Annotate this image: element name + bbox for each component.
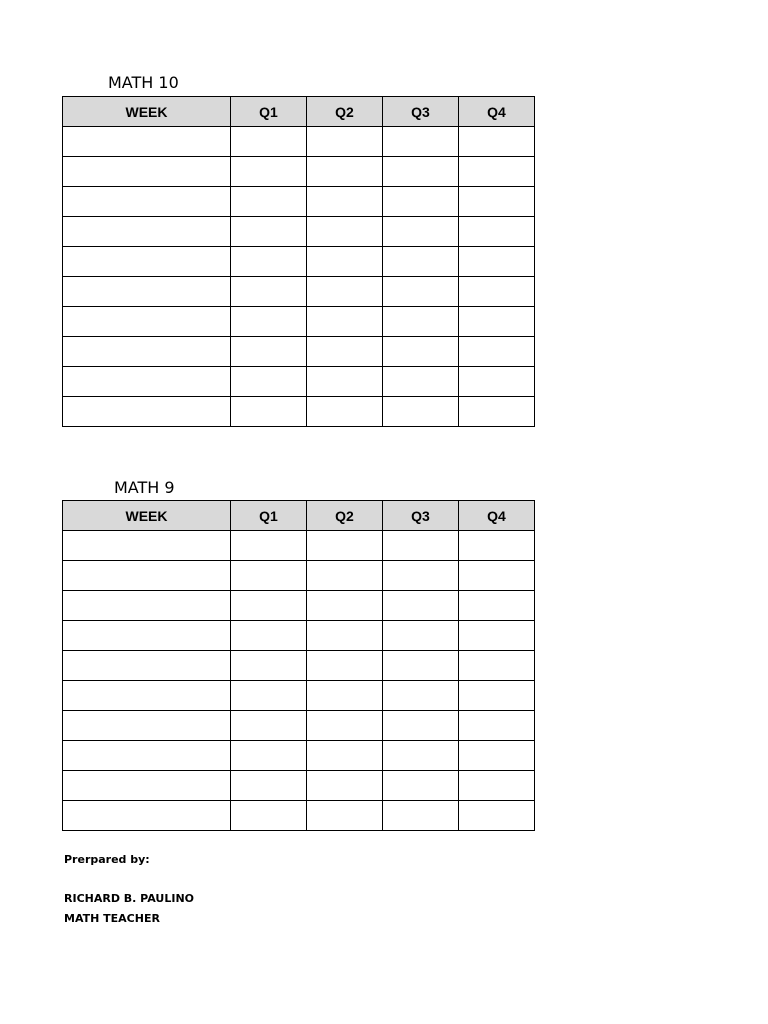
quarter-cell [307,217,383,247]
table-row [63,247,535,277]
section-title-math-9: MATH 9 [114,478,175,497]
week-cell [63,621,231,651]
table-row [63,561,535,591]
quarter-cell [307,561,383,591]
week-cell [63,157,231,187]
week-cell [63,771,231,801]
quarter-cell [307,187,383,217]
quarter-cell [383,651,459,681]
header-q4: Q4 [459,97,535,127]
quarter-cell [231,217,307,247]
quarter-cell [383,771,459,801]
quarter-cell [459,157,535,187]
header-q4: Q4 [459,501,535,531]
week-cell [63,247,231,277]
prepared-by-label: Prerpared by: [64,853,150,866]
teacher-name: RICHARD B. PAULINO [64,892,194,905]
math-9-table [62,500,535,831]
table-row [63,591,535,621]
week-cell [63,801,231,831]
quarter-cell [231,337,307,367]
quarter-cell [307,277,383,307]
week-cell [63,651,231,681]
quarter-cell [459,621,535,651]
quarter-cell [459,561,535,591]
week-cell [63,531,231,561]
week-cell [63,397,231,427]
quarter-cell [231,681,307,711]
quarter-cell [383,337,459,367]
quarter-cell [459,277,535,307]
quarter-cell [307,531,383,561]
header-q3: Q3 [383,97,459,127]
quarter-cell [231,741,307,771]
table-header-row [63,501,535,531]
header-week: WEEK [63,501,231,531]
table-row [63,651,535,681]
quarter-cell [383,621,459,651]
quarter-cell [383,561,459,591]
quarter-cell [383,681,459,711]
quarter-cell [383,127,459,157]
quarter-cell [459,247,535,277]
quarter-cell [307,621,383,651]
quarter-cell [383,801,459,831]
quarter-cell [459,681,535,711]
header-q2: Q2 [307,501,383,531]
table-row [63,217,535,247]
week-cell [63,741,231,771]
quarter-cell [231,307,307,337]
quarter-cell [231,531,307,561]
header-q2: Q2 [307,97,383,127]
table-row [63,531,535,561]
quarter-cell [383,741,459,771]
quarter-cell [231,621,307,651]
quarter-cell [231,561,307,591]
quarter-cell [307,591,383,621]
section-title-math-10: MATH 10 [108,73,179,92]
week-cell [63,187,231,217]
header-q1: Q1 [231,501,307,531]
quarter-cell [459,771,535,801]
quarter-cell [307,127,383,157]
table-row [63,711,535,741]
header-q3: Q3 [383,501,459,531]
table-row [63,187,535,217]
math-10-table [62,96,535,427]
week-cell [63,127,231,157]
quarter-cell [383,247,459,277]
quarter-cell [383,591,459,621]
quarter-cell [231,651,307,681]
week-cell [63,277,231,307]
table-row [63,771,535,801]
quarter-cell [307,741,383,771]
quarter-cell [383,157,459,187]
quarter-cell [459,187,535,217]
table-row [63,157,535,187]
table-row [63,277,535,307]
quarter-cell [307,367,383,397]
quarter-cell [231,187,307,217]
table-row [63,397,535,427]
quarter-cell [459,397,535,427]
table-row [63,337,535,367]
quarter-cell [459,651,535,681]
quarter-cell [459,591,535,621]
week-cell [63,711,231,741]
table-header-row [63,97,535,127]
quarter-cell [459,337,535,367]
week-cell [63,307,231,337]
table-row [63,741,535,771]
quarter-cell [231,247,307,277]
quarter-cell [307,307,383,337]
header-q1: Q1 [231,97,307,127]
quarter-cell [307,711,383,741]
quarter-cell [231,397,307,427]
table-row [63,621,535,651]
quarter-cell [307,157,383,187]
week-cell [63,591,231,621]
quarter-cell [307,771,383,801]
week-cell [63,337,231,367]
header-week: WEEK [63,97,231,127]
table-row [63,681,535,711]
quarter-cell [383,531,459,561]
quarter-cell [383,307,459,337]
quarter-cell [459,711,535,741]
quarter-cell [307,651,383,681]
quarter-cell [231,591,307,621]
quarter-cell [459,127,535,157]
table-row [63,307,535,337]
quarter-cell [383,187,459,217]
quarter-cell [383,711,459,741]
quarter-cell [231,277,307,307]
quarter-cell [459,531,535,561]
teacher-position: MATH TEACHER [64,912,160,925]
quarter-cell [231,801,307,831]
quarter-cell [383,397,459,427]
quarter-cell [231,711,307,741]
quarter-cell [307,337,383,367]
quarter-cell [307,681,383,711]
table-row [63,367,535,397]
week-cell [63,561,231,591]
quarter-cell [459,367,535,397]
quarter-cell [383,367,459,397]
table-row [63,127,535,157]
quarter-cell [231,127,307,157]
quarter-cell [231,367,307,397]
quarter-cell [459,801,535,831]
week-cell [63,217,231,247]
quarter-cell [307,397,383,427]
quarter-cell [231,157,307,187]
table-row [63,801,535,831]
quarter-cell [307,247,383,277]
week-cell [63,367,231,397]
quarter-cell [459,217,535,247]
week-cell [63,681,231,711]
quarter-cell [231,771,307,801]
quarter-cell [459,307,535,337]
quarter-cell [459,741,535,771]
quarter-cell [383,217,459,247]
quarter-cell [307,801,383,831]
quarter-cell [383,277,459,307]
